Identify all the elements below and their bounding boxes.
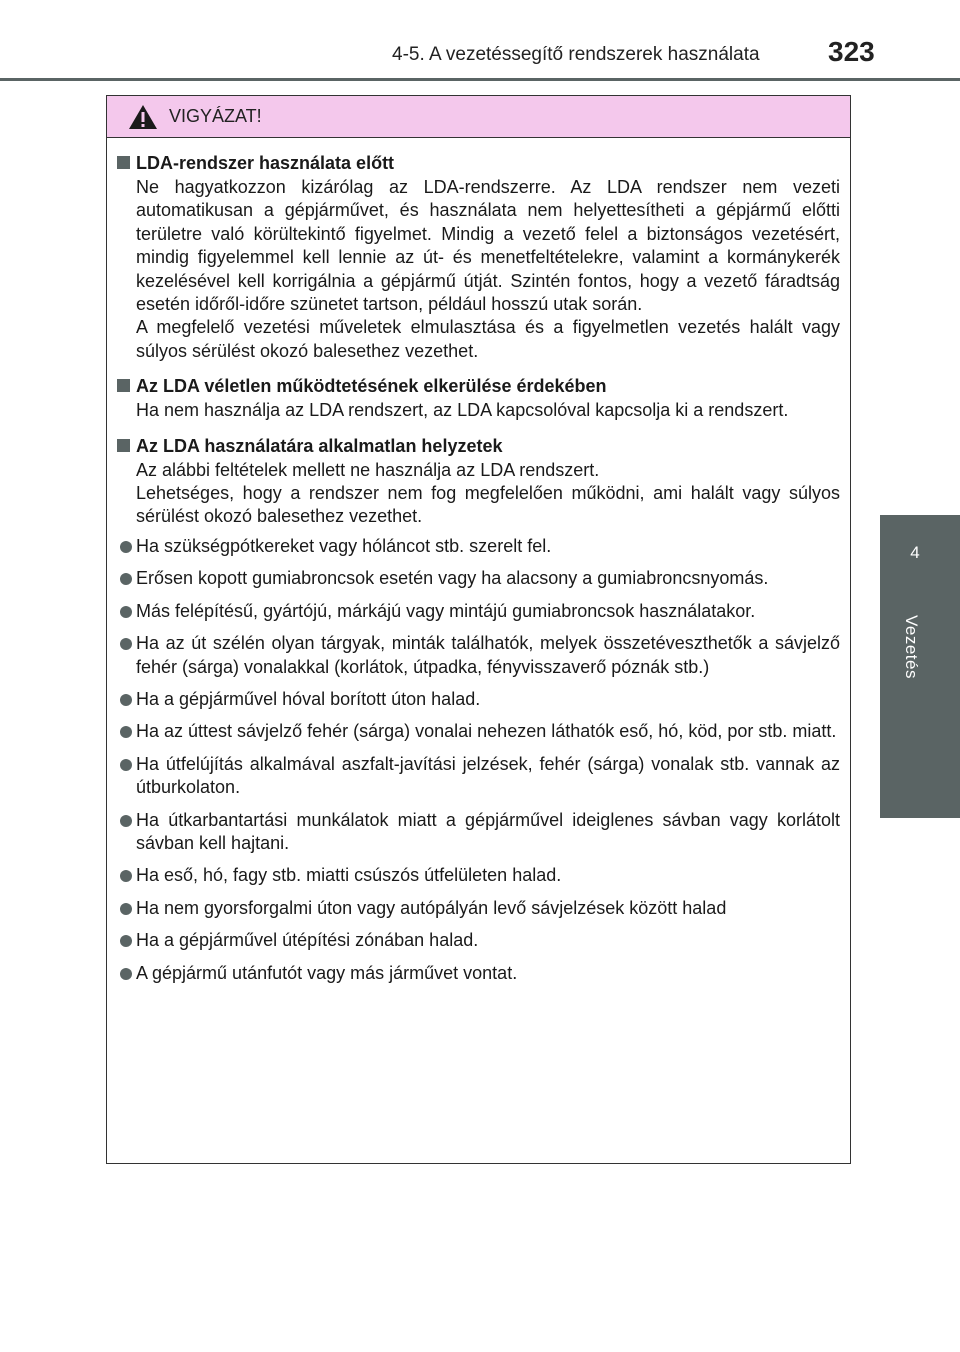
list-item-text: Ha nem gyorsforgalmi úton vagy autópályán levő sávjelzések között halad: [136, 897, 727, 918]
circle-bullet-icon: [120, 694, 132, 706]
list-item-text: Ha az úttest sávjelző fehér (sárga) vonalai nehezen láthatók eső, hó, köd, por stb. miatt.: [136, 721, 837, 742]
warning-title: VIGYÁZAT!: [169, 106, 262, 126]
warning-box: [106, 95, 851, 1164]
list-item-text: Ha útkarbantartási munkálatok miatt a gépjárművel ideiglenes sávban vagy korlátolt sávban kell hajtani.: [136, 809, 840, 853]
circle-bullet-icon: [120, 968, 132, 980]
bullet-list: [117, 535, 840, 985]
list-item-text: A gépjármű utánfutót vagy más járművet vontat.: [136, 962, 518, 983]
square-bullet-icon: [117, 379, 130, 392]
list-item-text: Erősen kopott gumiabroncsok esetén vagy ha alacsony a gumiabroncsnyomás.: [136, 568, 769, 589]
circle-bullet-icon: [120, 815, 132, 827]
list-item: [120, 929, 840, 952]
section-heading: [117, 150, 840, 176]
paragraph: A megfelelő vezetési műveletek elmulasztása és a figyelmetlen vezetés halált vagy súlyos sérülést okozó balesethez vezethet.: [136, 317, 840, 361]
chapter-side-tab[interactable]: [880, 515, 960, 818]
list-item: [120, 962, 840, 985]
warning-header: [107, 96, 850, 138]
list-item-text: Ha útfelújítás alkalmával aszfalt-javítási jelzések, fehér (sárga) vonalak stb. vannak az útburkolaton.: [136, 753, 840, 798]
list-item-text: Ha a gépjárművel hóval borított úton halad.: [136, 688, 481, 709]
paragraph: Lehetséges, hogy a rendszer nem fog megfelelően működni, ami halált vagy súlyos sérülést okozó balesethez vezethet.: [136, 483, 840, 527]
list-item: [120, 753, 840, 800]
circle-bullet-icon: [120, 726, 132, 738]
list-item: [120, 897, 840, 920]
section-lda-before-use: [117, 150, 840, 363]
section-heading-text: Az LDA véletlen működtetésének elkerülése érdekében: [136, 376, 607, 397]
list-item: [120, 600, 840, 623]
circle-bullet-icon: [120, 638, 132, 650]
list-item-text: Más felépítésű, gyártójú, márkájú vagy mintájú gumiabroncsok használatakor.: [136, 600, 756, 621]
circle-bullet-icon: [120, 759, 132, 771]
circle-bullet-icon: [120, 870, 132, 882]
section-lda-unsuitable-situations: [117, 433, 840, 985]
paragraph: Ne hagyatkozzon kizárólag az LDA-rendszerre. Az LDA rendszer nem vezeti automatikusan a gépjárművet, és használata nem helyettesítheti a gépjármű előtti területre való körültekintő figyelmet. Mindig a vezető felel a biztonságos vezetésért, mindig figyelemmel kell lennie az út- és menetfeltételekre, valamint a kormánykerék kezelésével kell korrigálnia a gépjármű útját. Szintén fontos, hogy a vezető fáradtság esetén időről-időre szünetet tartson, például hosszú utak során.: [136, 177, 840, 315]
list-item: [120, 864, 840, 887]
circle-bullet-icon: [120, 606, 132, 618]
list-item: [120, 535, 840, 558]
list-item-text: Ha az út szélén olyan tárgyak, minták találhatók, melyek összetéveszthetők a sávjelző fehér (sárga) vonalakkal (korlátok, útpadka, fényvisszaverő póznák stb.): [136, 633, 840, 677]
section-heading: [117, 433, 840, 459]
section-heading: [117, 373, 840, 399]
paragraph: Az alábbi feltételek mellett ne használja az LDA rendszert.: [136, 459, 600, 480]
list-item-text: Ha eső, hó, fagy stb. miatti csúszós útfelületen halad.: [136, 865, 562, 886]
circle-bullet-icon: [120, 541, 132, 553]
warning-triangle-icon: [128, 104, 158, 130]
list-item-text: Ha a gépjárművel útépítési zónában halad.: [136, 930, 479, 951]
circle-bullet-icon: [120, 903, 132, 915]
square-bullet-icon: [117, 156, 130, 169]
chapter-label: Vezetés: [902, 615, 921, 679]
page-number: 323: [828, 36, 875, 67]
list-item-text: Ha szükségpótkereket vagy hóláncot stb. szerelt fel.: [136, 535, 552, 556]
circle-bullet-icon: [120, 573, 132, 585]
circle-bullet-icon: [120, 935, 132, 947]
chapter-number: 4: [910, 543, 920, 562]
running-header-title: 4-5. A vezetéssegítő rendszerek használata: [392, 44, 760, 65]
warning-body: [107, 138, 850, 985]
paragraph: Ha nem használja az LDA rendszert, az LDA kapcsolóval kapcsolja ki a rendszert.: [136, 400, 789, 421]
list-item: [120, 567, 840, 590]
list-item: [120, 809, 840, 856]
section-heading-text: LDA-rendszer használata előtt: [136, 153, 395, 173]
list-item: [120, 632, 840, 679]
section-heading-text: Az LDA használatára alkalmatlan helyzetek: [136, 435, 503, 456]
list-item: [120, 720, 840, 743]
header-divider: [0, 78, 960, 81]
square-bullet-icon: [117, 439, 130, 452]
section-lda-accidental-operation: [117, 373, 840, 422]
list-item: [120, 688, 840, 711]
